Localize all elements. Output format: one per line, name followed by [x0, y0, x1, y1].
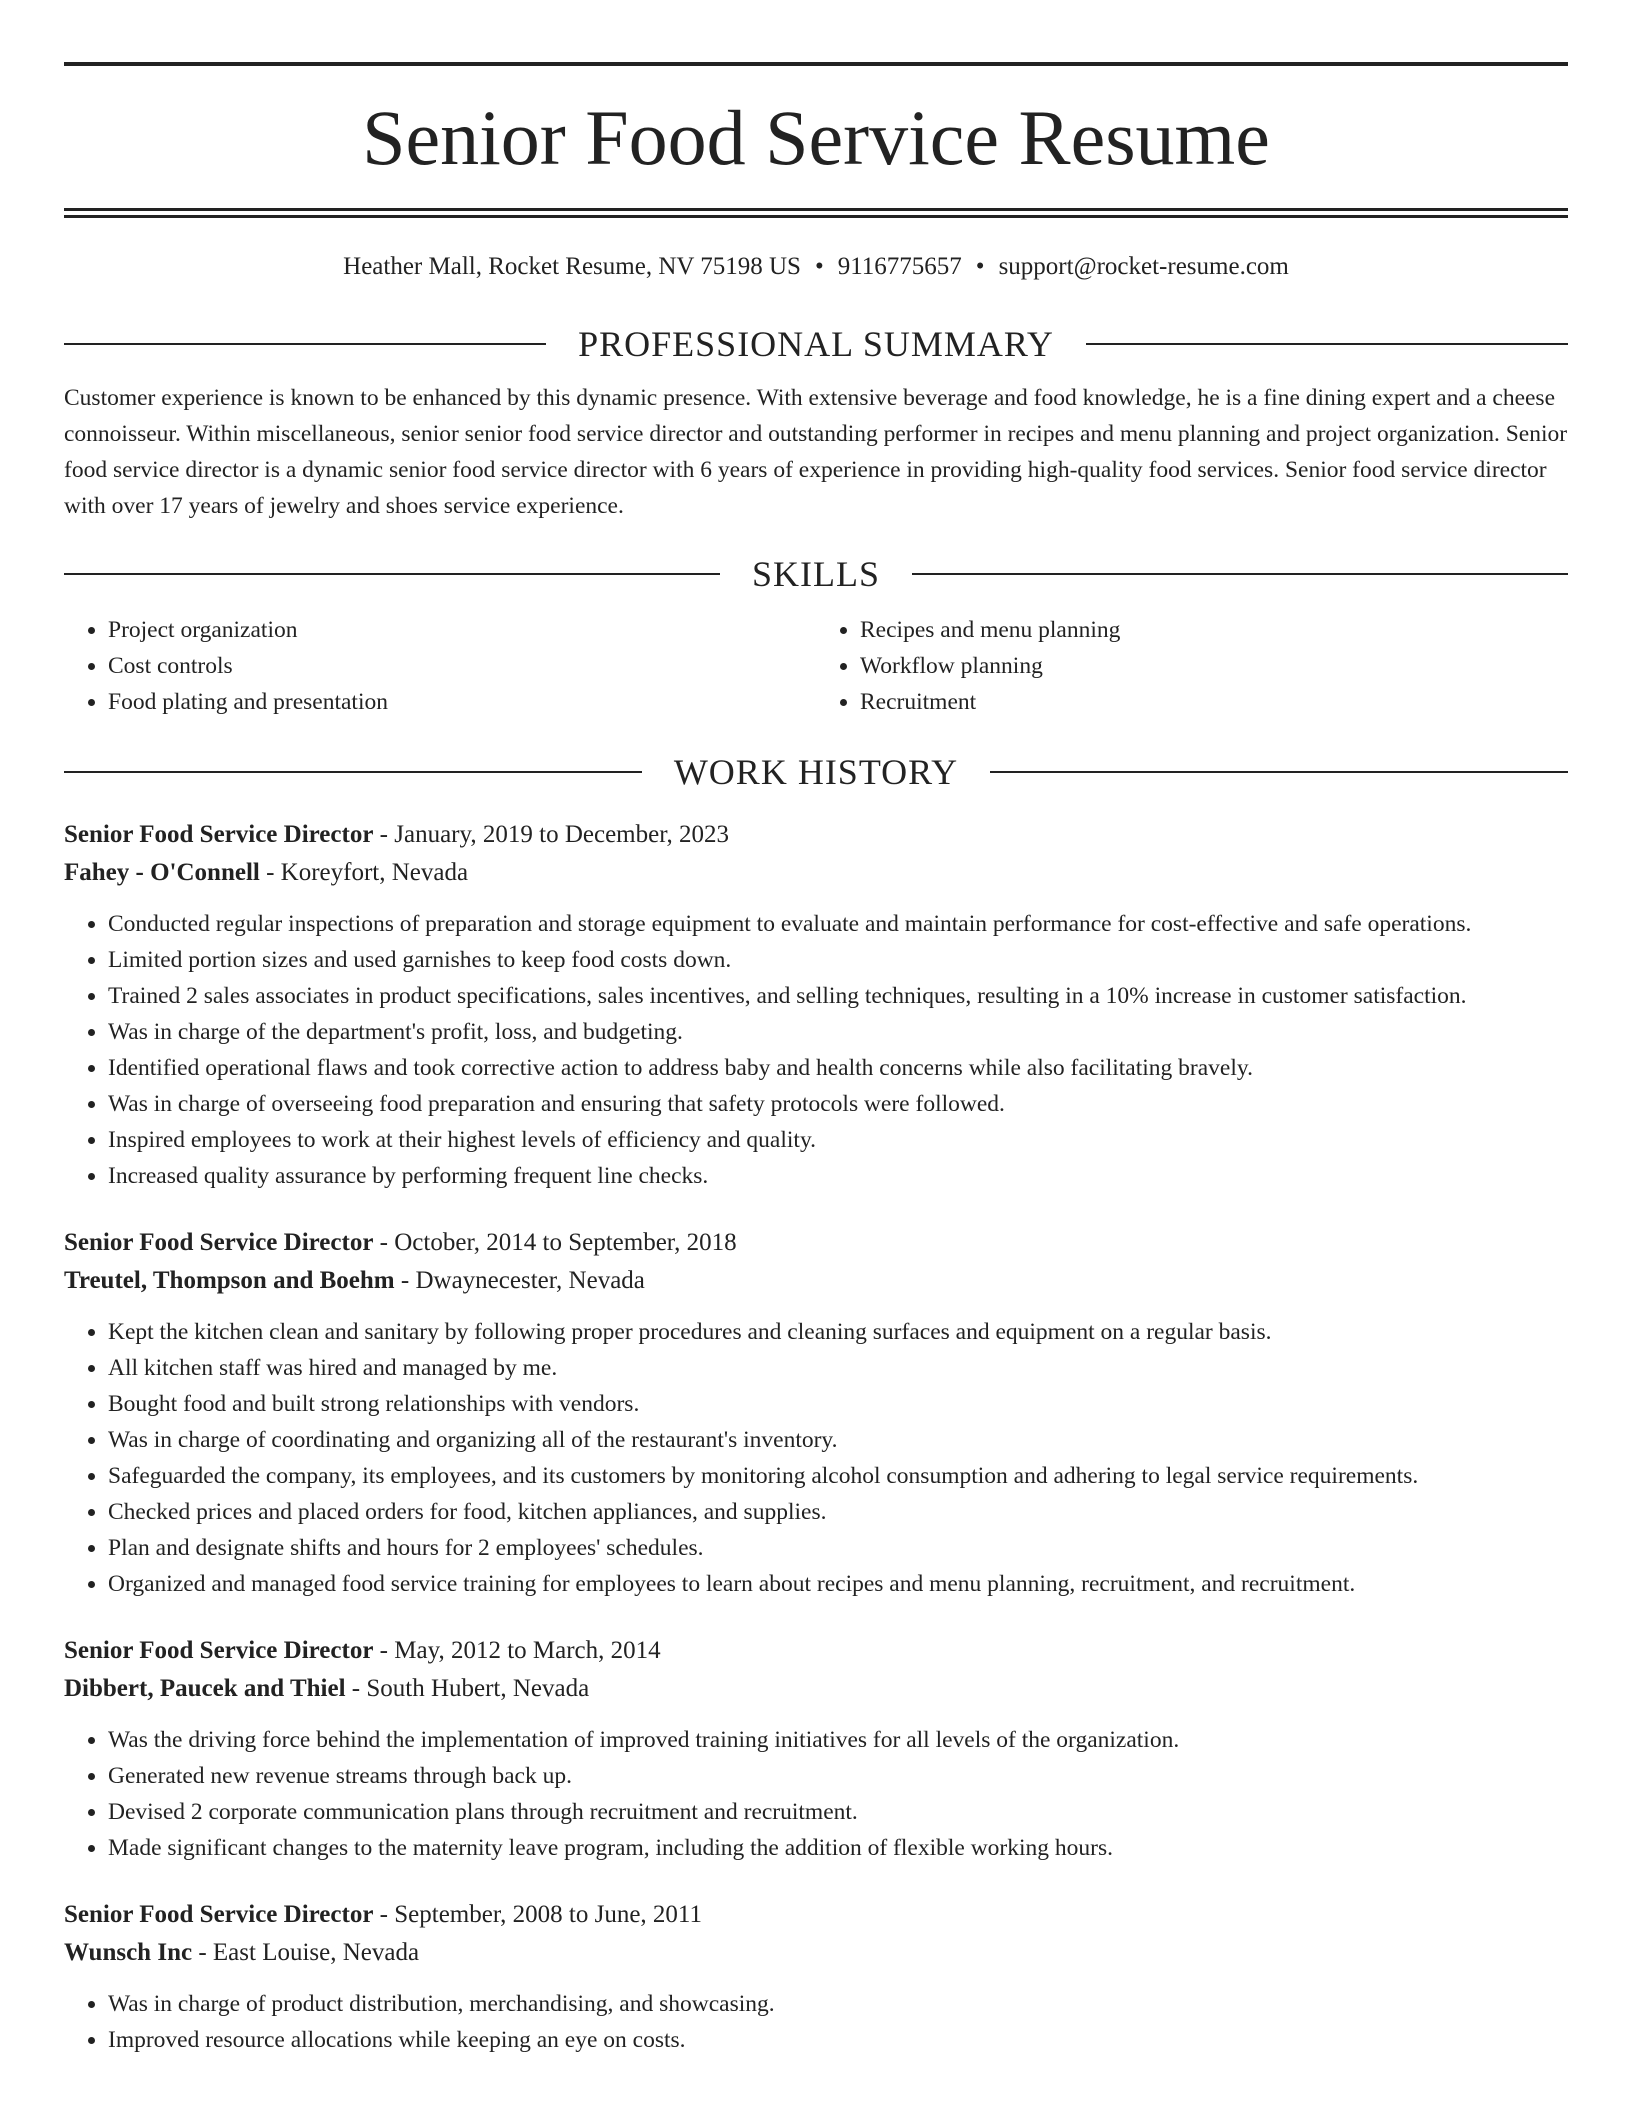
job-location: - Koreyfort, Nevada [259, 859, 469, 886]
job-bullet: • Organized and managed food service training for employees to learn about recipes and menu planning, recruitment, and recruitment. [108, 1566, 1568, 1602]
job-company-line [64, 1262, 1568, 1300]
skills-list [64, 612, 1568, 720]
summary-text: Customer experience is known to be enhanced by this dynamic presence. With extensive beverage and food knowledge, he is a fine dining expert and a cheese connoisseur. Within miscellaneous, senior senior food service director and outstanding performer in recipes and menu planning and project organization. Senior food service director is a dynamic senior food service director with 6 years of experience in providing high-quality food services. Senior food service director with over 17 years of jewelry and shoes service experience. [64, 385, 1568, 519]
job-bullet: • Plan and designate shifts and hours for 2 employees' schedules. [108, 1530, 1568, 1566]
skills-section-header [64, 552, 1568, 596]
work-section-title: WORK HISTORY [673, 752, 959, 792]
job-bullets [64, 1722, 1568, 1866]
section-rule-left [64, 343, 546, 345]
resume-title: Senior Food Service Resume [362, 94, 1270, 181]
contact-line [64, 252, 1568, 282]
skill-item: • Cost controls [108, 648, 816, 684]
job-bullet: • Made significant changes to the maternity leave program, including the addition of flexible working hours. [108, 1830, 1568, 1866]
job-bullet: • Was in charge of overseeing food preparation and ensuring that safety protocols were followed. [108, 1086, 1568, 1122]
job-entry [64, 1896, 1568, 2058]
job-bullet: • Checked prices and placed orders for food, kitchen appliances, and supplies. [108, 1494, 1568, 1530]
job-bullets [64, 906, 1568, 1194]
skill-item: • Recipes and menu planning [860, 612, 1568, 648]
job-bullet: • Safeguarded the company, its employees, and its customers by monitoring alcohol consumption and adhering to legal service requirements. [108, 1458, 1568, 1494]
job-title-line [64, 816, 1568, 854]
job-role: Senior Food Service Director [64, 1229, 374, 1256]
job-company-line [64, 854, 1568, 892]
job-entry [64, 1224, 1568, 1602]
job-bullet: • All kitchen staff was hired and managed by me. [108, 1350, 1568, 1386]
job-company-line [64, 1934, 1568, 1972]
skill-item: • Recruitment [860, 684, 1568, 720]
job-bullet: • Identified operational flaws and took corrective action to address baby and health concerns while also facilitating bravely. [108, 1050, 1568, 1086]
skill-item: • Project organization [108, 612, 816, 648]
job-bullet: • Generated new revenue streams through back up. [108, 1758, 1568, 1794]
work-section-header [64, 750, 1568, 794]
job-location: - East Louise, Nevada [192, 1939, 420, 1966]
job-bullet: • Conducted regular inspections of preparation and storage equipment to evaluate and maintain performance for cost-effective and safe operations. [108, 906, 1568, 942]
job-bullet: • Bought food and built strong relationships with vendors. [108, 1386, 1568, 1422]
section-rule-right [1086, 343, 1568, 345]
section-rule-right [990, 771, 1568, 773]
job-bullets [64, 1986, 1568, 2058]
job-title-line [64, 1632, 1568, 1670]
job-bullet: • Was in charge of coordinating and organizing all of the restaurant's inventory. [108, 1422, 1568, 1458]
job-bullet: • Was in charge of the department's profit, loss, and budgeting. [108, 1014, 1568, 1050]
job-role: Senior Food Service Director [64, 1637, 374, 1664]
job-bullets [64, 1314, 1568, 1602]
job-dates: - October, 2014 to September, 2018 [373, 1229, 737, 1256]
job-bullet: • Trained 2 sales associates in product specifications, sales incentives, and selling techniques, resulting in a 10% increase in customer satisfaction. [108, 978, 1568, 1014]
job-dates: - January, 2019 to December, 2023 [373, 821, 730, 848]
contact-address: Heather Mall, Rocket Resume, NV 75198 US [343, 253, 801, 280]
skills-column-right [816, 612, 1568, 720]
job-location: - South Hubert, Nevada [345, 1675, 590, 1702]
job-dates: - September, 2008 to June, 2011 [373, 1901, 702, 1928]
job-bullet: • Limited portion sizes and used garnishes to keep food costs down. [108, 942, 1568, 978]
job-bullet: • Was in charge of product distribution, merchandising, and showcasing. [108, 1986, 1568, 2022]
job-entry [64, 1632, 1568, 1866]
job-dates: - May, 2012 to March, 2014 [373, 1637, 661, 1664]
summary-section-title: PROFESSIONAL SUMMARY [578, 324, 1054, 364]
summary-section-header [64, 322, 1568, 366]
job-role: Senior Food Service Director [64, 821, 374, 848]
job-location: - Dwaynecester, Nevada [394, 1267, 645, 1294]
job-company: Treutel, Thompson and Boehm [64, 1267, 395, 1294]
job-company-line [64, 1670, 1568, 1708]
job-company: Dibbert, Paucek and Thiel [64, 1675, 346, 1702]
top-rule [64, 62, 1568, 66]
contact-separator: • [975, 253, 985, 280]
skill-item: • Workflow planning [860, 648, 1568, 684]
contact-phone[interactable]: 9116775657 [837, 253, 962, 280]
job-company: Wunsch Inc [64, 1939, 193, 1966]
section-rule-left [64, 573, 720, 575]
skills-column-left [64, 612, 816, 720]
job-company: Fahey - O'Connell [64, 859, 260, 886]
job-entry [64, 816, 1568, 1194]
skill-item: • Food plating and presentation [108, 684, 816, 720]
skills-section-title: SKILLS [752, 554, 881, 594]
resume-page [64, 0, 1568, 2058]
section-rule-left [64, 771, 642, 773]
section-rule-right [912, 573, 1568, 575]
contact-email[interactable]: support@rocket-resume.com [998, 253, 1289, 280]
title-double-rule [64, 208, 1568, 218]
job-bullet: • Kept the kitchen clean and sanitary by following proper procedures and cleaning surfaces and equipment on a regular basis. [108, 1314, 1568, 1350]
job-bullet: • Was the driving force behind the implementation of improved training initiatives for all levels of the organization. [108, 1722, 1568, 1758]
contact-separator: • [814, 253, 824, 280]
job-title-line [64, 1224, 1568, 1262]
job-bullet: • Inspired employees to work at their highest levels of efficiency and quality. [108, 1122, 1568, 1158]
job-bullet: • Devised 2 corporate communication plans through recruitment and recruitment. [108, 1794, 1568, 1830]
job-bullet: • Improved resource allocations while keeping an eye on costs. [108, 2022, 1568, 2058]
job-title-line [64, 1896, 1568, 1934]
job-bullet: • Increased quality assurance by performing frequent line checks. [108, 1158, 1568, 1194]
job-role: Senior Food Service Director [64, 1901, 374, 1928]
